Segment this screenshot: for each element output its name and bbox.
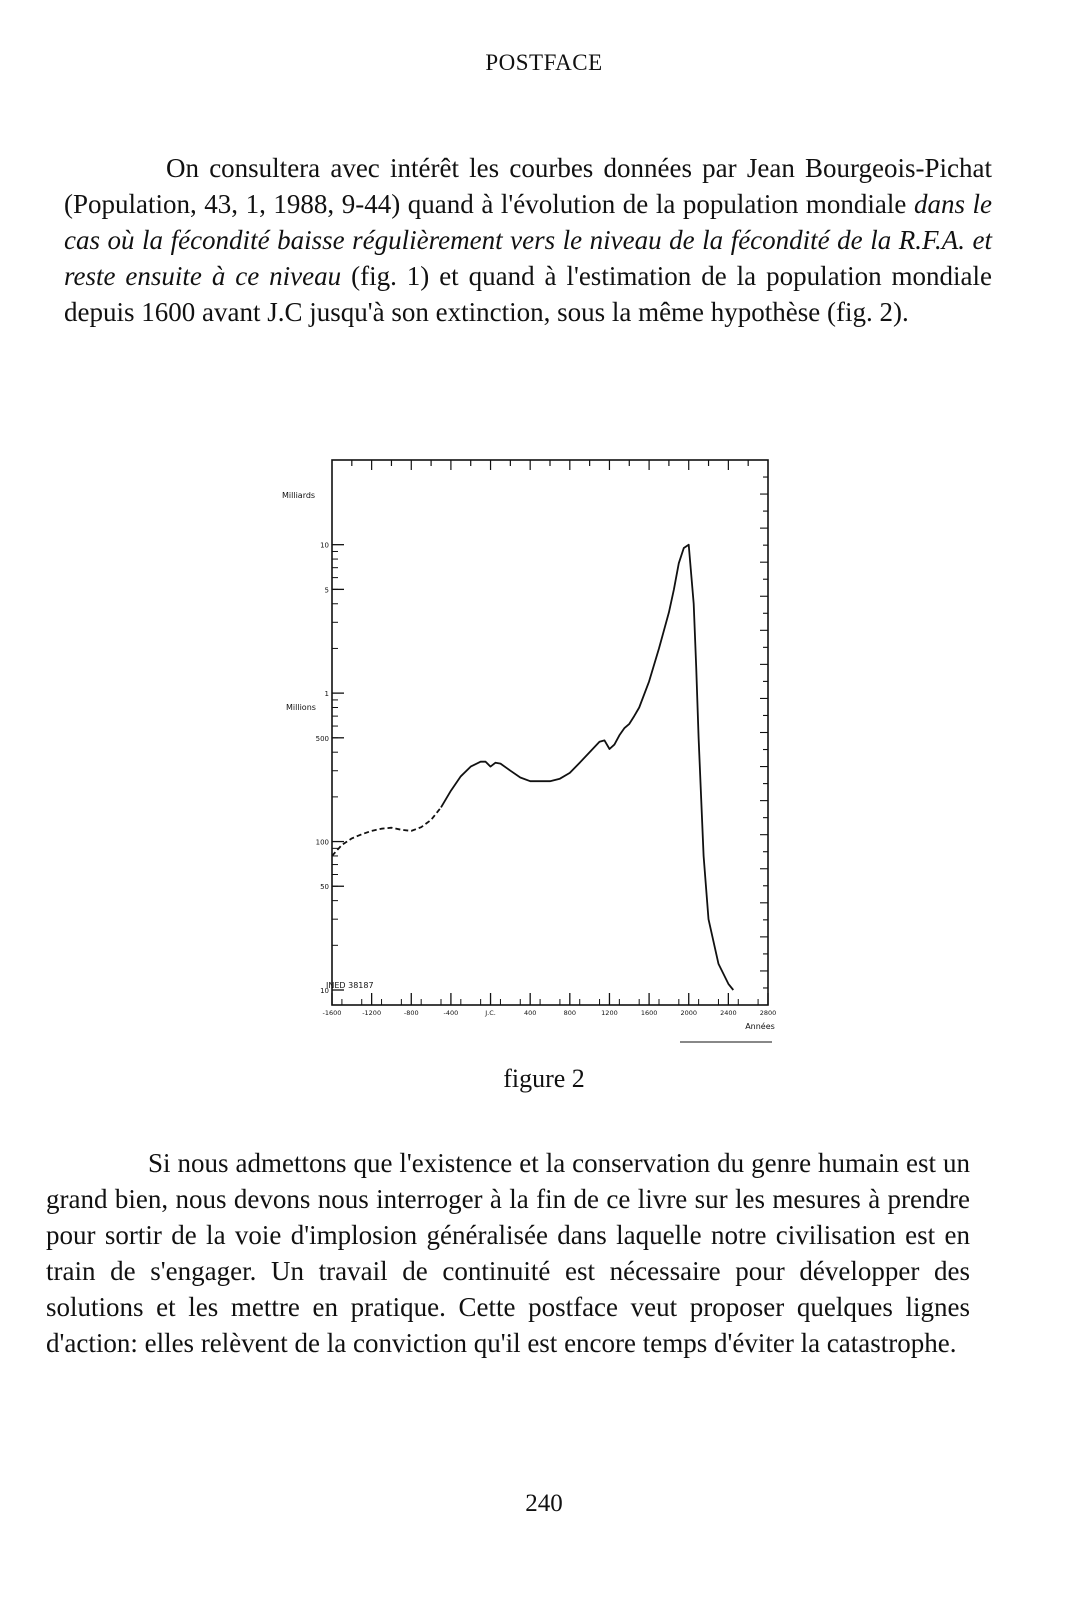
x-axis-label: Années	[745, 1022, 775, 1031]
running-title: POSTFACE	[485, 50, 603, 75]
paragraph-1-text-a: On consultera avec intérêt les courbes données par Jean Bourgeois-Pichat (Population, 43, 1, 1988, 9-44) quand à l'évolution de la population mondiale	[64, 153, 992, 219]
figure-chart	[260, 452, 790, 1047]
paragraph-1	[64, 150, 992, 330]
stamp-ined: INED 38187	[326, 981, 374, 990]
series-group	[332, 545, 733, 990]
running-head	[0, 50, 1088, 76]
y-tick-label: 500	[315, 734, 329, 743]
x-tick-label: 2400	[720, 1009, 737, 1017]
y-label-lower: Millions	[286, 703, 316, 712]
x-tick-label: 800	[563, 1009, 577, 1017]
y-tick-label: 1	[324, 690, 329, 699]
figure-caption: figure 2	[503, 1064, 585, 1093]
x-tick-label: 1200	[601, 1009, 618, 1017]
y-tick-label: 100	[315, 838, 329, 847]
series-line-1	[332, 807, 441, 856]
y-axis-ticks	[316, 542, 344, 995]
y-tick-label: 10	[320, 541, 329, 550]
x-tick-label: -800	[403, 1009, 419, 1017]
x-tick-label: 400	[523, 1009, 537, 1017]
page-number: 240	[525, 1490, 563, 1517]
x-tick-label: -1600	[322, 1009, 342, 1017]
paragraph-2	[46, 1145, 970, 1361]
paragraph-2-text: Si nous admettons que l'existence et la conservation du genre humain est un grand bien, nous devons nous interroger à la fin de ce livre sur les mesures à prendre pour sortir de la voie d'implosion généralisée dans laquelle notre civilisation est en train de s'engager. Un travail de continuité est nécessaire pour développer des solutions et les mettre en pratique. Cette postface veut proposer quelques lignes d'action: elles relèvent de la conviction qu'il est encore temps d'éviter la catastrophe.	[46, 1148, 970, 1358]
x-tick-label: 2000	[680, 1009, 698, 1017]
x-tick-label: 2800	[759, 1009, 777, 1017]
y-tick-label: 5	[324, 586, 329, 595]
frame-ticks	[352, 460, 768, 988]
y-tick-label: 50	[320, 883, 329, 892]
y-label-upper: Milliards	[282, 491, 316, 500]
plot-frame	[332, 460, 768, 1005]
paragraph-1-italic: dans le cas où la fécondité baisse régulièrement vers le niveau de la fécondité de la R.F.A. et reste ensuite à ce niveau	[64, 189, 992, 291]
y-tick-label: 10	[320, 987, 329, 995]
x-tick-label: 1600	[640, 1009, 658, 1017]
x-tick-label: -1200	[362, 1009, 382, 1017]
chart-svg	[260, 452, 790, 1047]
x-tick-label: -400	[443, 1009, 459, 1017]
x-tick-label: J.C.	[485, 1009, 496, 1017]
paragraph-1-text-b: (fig. 1) et quand à l'estimation de la population mondiale depuis 1600 avant J.C jusqu'à son extinction, sous la même hypothèse (fig. 2).	[64, 261, 992, 327]
series-line-2	[441, 545, 733, 990]
